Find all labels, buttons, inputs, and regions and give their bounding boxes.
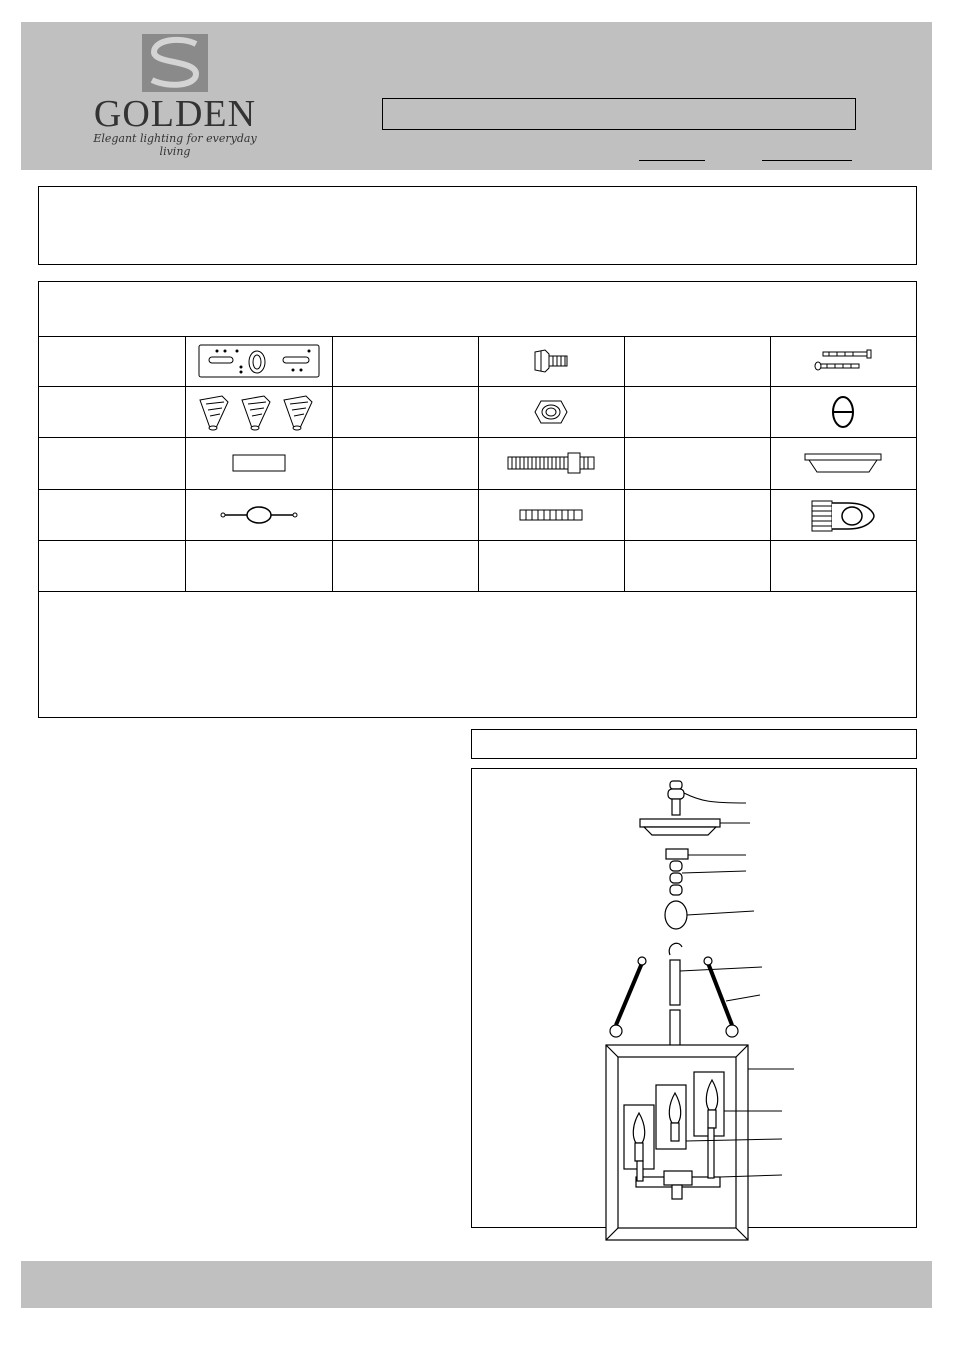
table-row [39,387,916,438]
part-label-cell [332,438,478,489]
diagram-canopy-plate [640,819,720,827]
chain-top-link [668,789,684,799]
part-label-cell [332,336,478,387]
canopy-icon [803,450,883,476]
part-label-cell [332,489,478,540]
screws-icon [813,346,873,376]
bottom-finial [672,1185,682,1199]
part-image-cell [478,438,624,489]
logo-emblem-icon [140,32,210,94]
underline-field-1 [639,160,705,161]
part-label-cell [624,438,770,489]
part-label-cell [39,540,185,591]
part-label-cell [624,489,770,540]
part-label-cell [39,489,185,540]
side-arm-right [708,963,732,1025]
assembly-diagram [560,775,820,1245]
diagram-canopy-icon [644,827,716,835]
parts-list-header [39,282,916,337]
part-image-cell [478,336,624,387]
parts-table [39,336,916,592]
part-label-cell [39,387,185,438]
part-image-cell [770,489,916,540]
hex-nut-icon [533,397,569,427]
table-row [39,540,916,591]
part-label-cell [624,336,770,387]
brand-tagline: Elegant lighting for everyday living [93,132,257,158]
part-image-cell [770,336,916,387]
screw-collar-loop-icon [808,495,878,535]
part-label-cell [39,336,185,387]
chain-link-icon [219,503,299,527]
diagram-loop-icon [665,901,687,929]
part-label-cell [624,540,770,591]
table-row [39,489,916,540]
part-image-cell [770,540,916,591]
part-image-cell [185,336,332,387]
table-row [39,336,916,387]
part-image-cell [478,387,624,438]
wire-nuts-icon [192,392,326,432]
part-image-cell [185,489,332,540]
diagram-collar-icon [666,849,688,859]
part-image-cell [185,438,332,489]
part-image-cell [770,387,916,438]
lock-nut-icon [516,505,586,525]
footer-band [21,1261,932,1308]
brand-name: GOLDEN [93,93,257,135]
stem-upper [670,960,680,1005]
part-label-cell [332,540,478,591]
chain-hook [672,799,680,815]
parts-list-box [38,281,917,718]
part-image-cell [185,540,332,591]
diagram-caption-box [471,729,917,759]
part-image-cell [478,489,624,540]
side-arm-left [616,963,642,1025]
chain-top-icon [670,781,682,789]
part-image-cell [770,438,916,489]
label-icon [232,454,286,472]
part-label-cell [332,387,478,438]
mounting-plate-icon [197,341,321,381]
loop-icon [828,392,858,432]
model-title-box [382,98,856,130]
table-row [39,438,916,489]
stem-hook [669,943,682,955]
underline-field-2 [762,160,852,161]
threaded-nipple-icon [506,451,596,475]
part-image-cell [185,387,332,438]
notice-box [38,186,917,265]
center-body [664,1171,692,1185]
part-image-cell [478,540,624,591]
part-label-cell [39,438,185,489]
part-label-cell [624,387,770,438]
hex-bolt-icon [531,346,571,376]
brand-logo [85,30,265,160]
